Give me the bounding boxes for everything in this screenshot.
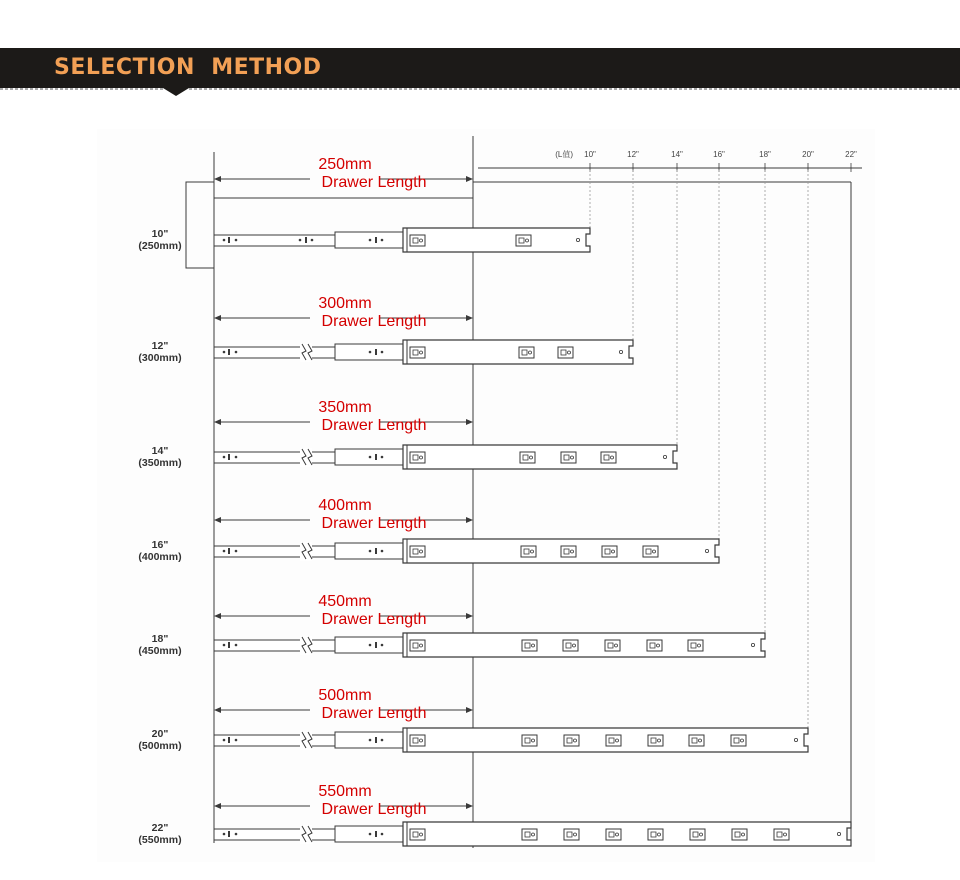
drawer-length-value: 350mm — [318, 399, 372, 416]
scale-tick-label: 10" — [584, 150, 596, 159]
drawer-length-caption: Drawer Length — [321, 705, 427, 722]
size-inch-label: 22" — [151, 822, 169, 834]
drawer-length-caption: Drawer Length — [321, 174, 427, 191]
size-inch-label: 20" — [151, 728, 169, 740]
size-mm-label: (350mm) — [138, 457, 182, 469]
drawer-length-caption: Drawer Length — [321, 417, 427, 434]
scale-tick-label: 22" — [845, 150, 857, 159]
size-inch-label: 18" — [151, 633, 169, 645]
drawer-slide — [214, 822, 851, 846]
size-mm-label: (550mm) — [138, 834, 182, 846]
scale-tick-label: 14" — [671, 150, 683, 159]
drawer-length-value: 250mm — [318, 156, 372, 173]
scale-tick-label: 12" — [627, 150, 639, 159]
size-mm-label: (300mm) — [138, 352, 182, 364]
scale-tick-label: 16" — [713, 150, 725, 159]
size-mm-label: (450mm) — [138, 645, 182, 657]
drawer-length-value: 550mm — [318, 783, 372, 800]
size-inch-label: 14" — [151, 445, 169, 457]
drawer-length-caption: Drawer Length — [321, 801, 427, 818]
size-mm-label: (400mm) — [138, 551, 182, 563]
scale-tick-label: 20" — [802, 150, 814, 159]
drawer-length-value: 300mm — [318, 295, 372, 312]
size-mm-label: (250mm) — [138, 240, 182, 252]
drawer-length-caption: Drawer Length — [321, 313, 427, 330]
drawer-length-value: 500mm — [318, 687, 372, 704]
size-inch-label: 16" — [151, 539, 169, 551]
size-inch-label: 10" — [151, 228, 169, 240]
drawer-length-caption: Drawer Length — [321, 611, 427, 628]
page-title: SELECTION METHOD — [54, 55, 322, 80]
scale-tick-label: 18" — [759, 150, 771, 159]
header-separator — [0, 88, 960, 96]
size-inch-label: 12" — [151, 340, 169, 352]
drawer-slide — [214, 728, 808, 752]
scale-unit-label: (L值) — [555, 150, 573, 159]
drawer-length-caption: Drawer Length — [321, 515, 427, 532]
drawer-length-value: 450mm — [318, 593, 372, 610]
size-mm-label: (500mm) — [138, 740, 182, 752]
drawer-length-value: 400mm — [318, 497, 372, 514]
